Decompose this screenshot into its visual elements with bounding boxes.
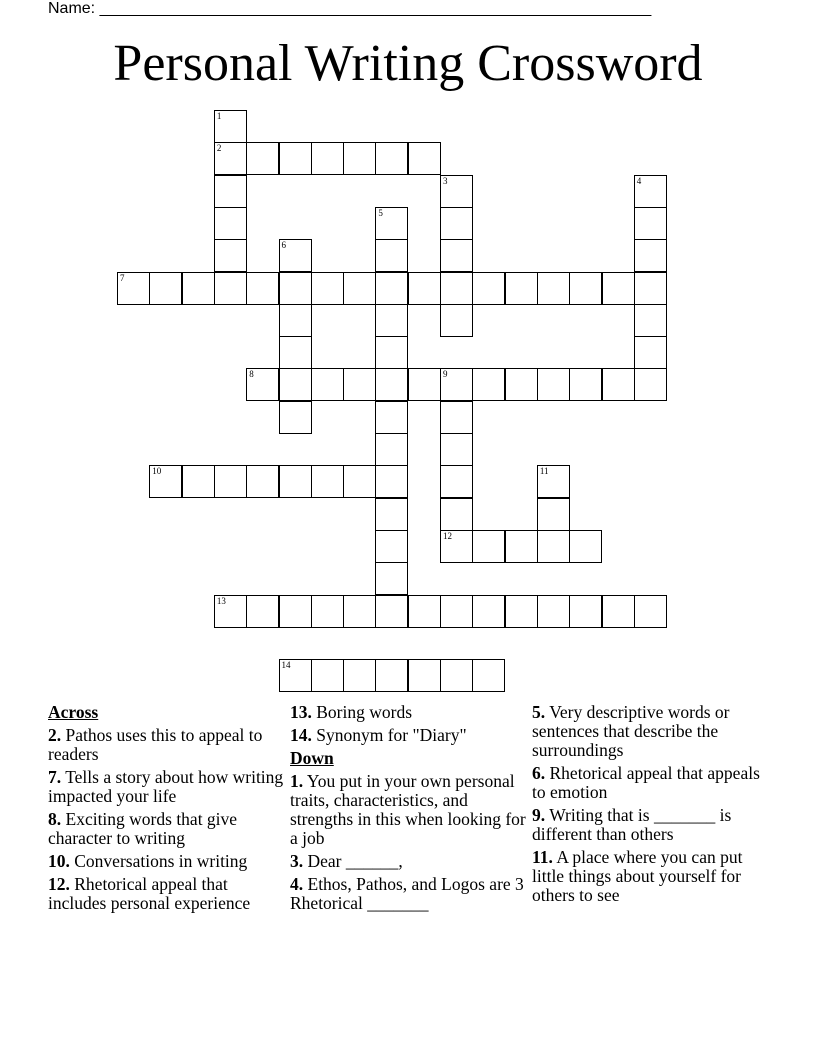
grid-cell[interactable] (440, 207, 473, 240)
clues-column-2 (290, 703, 526, 917)
grid-cell[interactable] (246, 272, 279, 305)
grid-cell[interactable] (440, 465, 473, 498)
clue-text: A place where you can put little things about yourself for others to see (532, 847, 743, 905)
grid-cell[interactable] (214, 595, 247, 628)
grid-cell[interactable] (343, 272, 376, 305)
grid-cell[interactable] (569, 368, 602, 401)
clue-number: 8. (48, 809, 62, 829)
grid-cell[interactable] (311, 595, 344, 628)
clue-down-5 (532, 703, 772, 760)
clue-across-10 (48, 852, 284, 871)
grid-cell[interactable] (375, 368, 408, 401)
grid-cell[interactable] (602, 272, 635, 305)
across-heading: Across (48, 702, 99, 722)
clue-text: Writing that is _______ is different than others (532, 805, 732, 844)
grid-cell[interactable] (279, 465, 312, 498)
clue-text: Synonym for "Diary" (316, 725, 467, 745)
grid-cell[interactable] (343, 595, 376, 628)
grid-cell[interactable] (472, 595, 505, 628)
clue-number: 9. (532, 805, 546, 825)
grid-cell[interactable] (311, 465, 344, 498)
clue-across-8 (48, 810, 284, 848)
grid-cell[interactable] (311, 659, 344, 692)
clue-number: 2. (48, 725, 62, 745)
cell-number: 12 (443, 530, 452, 541)
grid-cell[interactable] (375, 595, 408, 628)
clue-across-14 (290, 726, 526, 745)
grid-cell[interactable] (440, 433, 473, 466)
grid-cell[interactable] (246, 368, 279, 401)
clue-number: 1. (290, 771, 304, 791)
grid-cell[interactable] (440, 530, 473, 563)
grid-cell[interactable] (279, 659, 312, 692)
grid-cell[interactable] (375, 433, 408, 466)
clue-text: Ethos, Pathos, and Logos are 3 Rhetorical _______ (290, 874, 524, 913)
clue-number: 7. (48, 767, 62, 787)
grid-cell[interactable] (408, 595, 441, 628)
grid-cell[interactable] (375, 207, 408, 240)
clue-number: 10. (48, 851, 70, 871)
grid-cell[interactable] (440, 175, 473, 208)
clue-down-1 (290, 772, 526, 848)
grid-cell[interactable] (214, 207, 247, 240)
grid-cell[interactable] (472, 659, 505, 692)
grid-cell[interactable] (375, 401, 408, 434)
grid-cell[interactable] (117, 272, 150, 305)
grid-cell[interactable] (182, 465, 215, 498)
grid-cell[interactable] (311, 368, 344, 401)
grid-cell[interactable] (279, 239, 312, 272)
clue-down-9 (532, 806, 772, 844)
grid-cell[interactable] (343, 142, 376, 175)
grid-cell[interactable] (279, 401, 312, 434)
grid-cell[interactable] (279, 595, 312, 628)
cell-number: 5 (378, 207, 383, 218)
grid-cell[interactable] (537, 272, 570, 305)
grid-cell[interactable] (634, 239, 667, 272)
grid-cell[interactable] (634, 304, 667, 337)
cell-number: 7 (120, 272, 125, 283)
grid-cell[interactable] (214, 110, 247, 143)
grid-cell[interactable] (537, 498, 570, 531)
cell-number: 14 (281, 660, 291, 671)
cell-number: 9 (443, 369, 448, 380)
grid-cell[interactable] (505, 595, 538, 628)
grid-cell[interactable] (343, 368, 376, 401)
grid-cell[interactable] (375, 659, 408, 692)
clue-text: Tells a story about how writing impacted your life (48, 767, 284, 806)
grid-cell[interactable] (569, 595, 602, 628)
grid-cell[interactable] (472, 368, 505, 401)
grid-cell[interactable] (182, 272, 215, 305)
clue-down-11 (532, 848, 772, 905)
cell-number: 1 (216, 111, 222, 121)
grid-cell[interactable] (440, 498, 473, 531)
clue-text: Pathos uses this to appeal to readers (48, 725, 263, 764)
grid-cell[interactable] (440, 659, 473, 692)
grid-cell[interactable] (537, 530, 570, 563)
grid-cell[interactable] (505, 368, 538, 401)
grid-cell[interactable] (375, 562, 408, 595)
grid-cell[interactable] (375, 530, 408, 563)
grid-cell[interactable] (537, 368, 570, 401)
grid-cell[interactable] (246, 595, 279, 628)
grid-cell[interactable] (279, 336, 312, 369)
grid-cell[interactable] (279, 368, 312, 401)
grid-cell[interactable] (634, 368, 667, 401)
clues-column-1 (48, 703, 284, 917)
grid-cell[interactable] (311, 142, 344, 175)
grid-cell[interactable] (343, 659, 376, 692)
clue-text: Rhetorical appeal that includes personal experience (48, 874, 251, 913)
grid-cell[interactable] (440, 368, 473, 401)
grid-cell[interactable] (214, 465, 247, 498)
cell-number: 10 (152, 466, 162, 477)
grid-cell[interactable] (408, 659, 441, 692)
grid-cell[interactable] (214, 175, 247, 208)
grid-cell[interactable] (634, 272, 667, 305)
cell-number: 6 (281, 240, 286, 251)
grid-cell[interactable] (214, 272, 247, 305)
grid-cell[interactable] (634, 207, 667, 240)
clue-across-12 (48, 875, 284, 913)
grid-cell[interactable] (472, 272, 505, 305)
cell-number: 4 (636, 175, 642, 186)
grid-cell[interactable] (634, 336, 667, 369)
grid-cell[interactable] (537, 595, 570, 628)
grid-cell[interactable] (408, 368, 441, 401)
clue-number: 13. (290, 702, 312, 722)
clue-across-7 (48, 768, 284, 806)
grid-cell[interactable] (408, 142, 441, 175)
clue-text: Rhetorical appeal that appeals to emotion (532, 763, 760, 802)
clue-number: 11. (532, 847, 553, 867)
grid-cell[interactable] (569, 530, 602, 563)
cell-number: 3 (443, 175, 448, 186)
page-title: Personal Writing Crossword (113, 35, 703, 92)
grid-cell[interactable] (408, 272, 441, 305)
clue-text: Conversations in writing (74, 851, 248, 871)
cell-number: 8 (249, 369, 254, 380)
clues-column-3 (532, 703, 772, 909)
clue-number: 3. (290, 851, 304, 871)
clue-number: 5. (532, 702, 546, 722)
cell-number: 13 (216, 595, 226, 606)
grid-cell[interactable] (149, 465, 182, 498)
grid-cell[interactable] (279, 272, 312, 305)
grid-cell[interactable] (246, 142, 279, 175)
clue-across-13 (290, 703, 526, 722)
grid-cell[interactable] (279, 304, 312, 337)
clue-text: Boring words (316, 702, 413, 722)
cell-number: 11 (539, 466, 549, 477)
down-heading: Down (290, 748, 334, 768)
clue-across-2 (48, 726, 284, 764)
grid-cell[interactable] (375, 498, 408, 531)
grid-cell[interactable] (440, 239, 473, 272)
grid-cell[interactable] (440, 595, 473, 628)
grid-cell[interactable] (505, 272, 538, 305)
grid-cell[interactable] (634, 175, 667, 208)
clue-text: You put in your own personal traits, characteristics, and strengths in this when looking for a job (290, 771, 526, 848)
grid-cell[interactable] (375, 142, 408, 175)
grid-cell[interactable] (440, 304, 473, 337)
grid-cell[interactable] (214, 142, 247, 175)
grid-cell[interactable] (375, 304, 408, 337)
clue-number: 14. (290, 725, 312, 745)
grid-cell[interactable] (602, 595, 635, 628)
grid-cell[interactable] (472, 530, 505, 563)
grid-cell[interactable] (149, 272, 182, 305)
grid-cell[interactable] (569, 272, 602, 305)
clue-text: Exciting words that give character to writing (48, 809, 238, 848)
grid-cell[interactable] (375, 336, 408, 369)
clue-down-3 (290, 852, 526, 871)
grid-cell[interactable] (505, 530, 538, 563)
grid-cell[interactable] (375, 272, 408, 305)
clue-number: 4. (290, 874, 304, 894)
name-field[interactable]: Name: ______________________________________________________________ (48, 0, 652, 17)
cell-number: 2 (216, 143, 222, 154)
clue-down-6 (532, 764, 772, 802)
clue-number: 12. (48, 874, 70, 894)
grid-cell[interactable] (375, 465, 408, 498)
grid-cell[interactable] (537, 465, 570, 498)
grid-cell[interactable] (634, 595, 667, 628)
grid-cell[interactable] (440, 401, 473, 434)
grid-cell[interactable] (602, 368, 635, 401)
grid-cell[interactable] (440, 272, 473, 305)
grid-cell[interactable] (279, 142, 312, 175)
grid-cell[interactable] (343, 465, 376, 498)
grid-cell[interactable] (214, 239, 247, 272)
grid-cell[interactable] (246, 465, 279, 498)
clue-text: Very descriptive words or sentences that describe the surroundings (532, 702, 730, 760)
grid-cell[interactable] (311, 272, 344, 305)
clue-down-4 (290, 875, 526, 913)
clue-number: 6. (532, 763, 546, 783)
clue-text: Dear ______, (307, 851, 403, 871)
grid-cell[interactable] (375, 239, 408, 272)
